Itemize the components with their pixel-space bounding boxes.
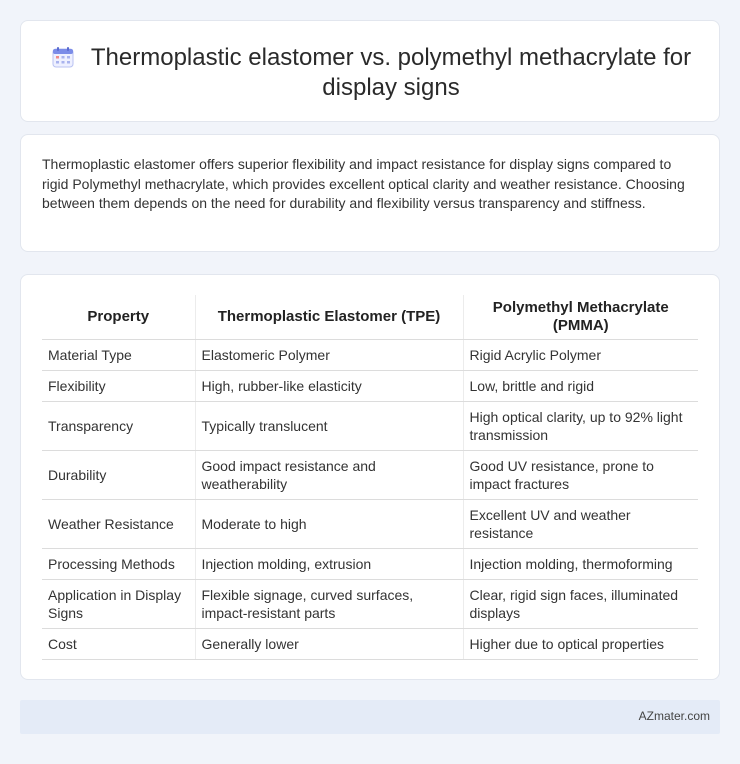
row-pmma-value: Excellent UV and weather resistance xyxy=(463,500,698,549)
row-property: Cost xyxy=(42,629,195,660)
header-pmma: Polymethyl Methacrylate (PMMA) xyxy=(463,295,698,340)
table-row xyxy=(42,580,698,629)
row-property: Transparency xyxy=(42,402,195,451)
table-row xyxy=(42,402,698,451)
row-pmma-value: Rigid Acrylic Polymer xyxy=(463,340,698,371)
row-tpe-value: Typically translucent xyxy=(195,402,463,451)
row-tpe-value: Generally lower xyxy=(195,629,463,660)
header-tpe: Thermoplastic Elastomer (TPE) xyxy=(195,295,463,340)
table-row xyxy=(42,549,698,580)
row-property: Weather Resistance xyxy=(42,500,195,549)
header-property: Property xyxy=(42,295,195,340)
row-property: Flexibility xyxy=(42,371,195,402)
row-tpe-value: High, rubber-like elasticity xyxy=(195,371,463,402)
row-pmma-value: Injection molding, thermoforming xyxy=(463,549,698,580)
table-row xyxy=(42,629,698,660)
row-property: Material Type xyxy=(42,340,195,371)
row-pmma-value: Low, brittle and rigid xyxy=(463,371,698,402)
row-tpe-value: Good impact resistance and weatherability xyxy=(195,451,463,500)
table-row xyxy=(42,340,698,371)
title-card xyxy=(20,20,720,122)
table-row xyxy=(42,500,698,549)
table-row xyxy=(42,451,698,500)
footer-site-link[interactable]: AZmater.com xyxy=(638,709,710,723)
row-tpe-value: Elastomeric Polymer xyxy=(195,340,463,371)
row-tpe-value: Injection molding, extrusion xyxy=(195,549,463,580)
row-tpe-value: Moderate to high xyxy=(195,500,463,549)
table-row xyxy=(42,371,698,402)
row-pmma-value: High optical clarity, up to 92% light transmission xyxy=(463,402,698,451)
calendar-icon xyxy=(51,45,75,69)
row-pmma-value: Higher due to optical properties xyxy=(463,629,698,660)
row-pmma-value: Good UV resistance, prone to impact fractures xyxy=(463,451,698,500)
table-header-row xyxy=(42,295,698,340)
row-property: Durability xyxy=(42,451,195,500)
page-title: Thermoplastic elastomer vs. polymethyl methacrylate for display signs xyxy=(90,44,692,101)
row-tpe-value: Flexible signage, curved surfaces, impact-resistant parts xyxy=(195,580,463,629)
row-pmma-value: Clear, rigid sign faces, illuminated displays xyxy=(463,580,698,629)
footer-bar xyxy=(20,700,720,734)
summary-text: Thermoplastic elastomer offers superior flexibility and impact resistance for display signs compared to rigid Polymethyl methacrylate, which provides excellent optical clarity and weather resistance. Choosing between them depends on the need for durability and flexibility versus transparency and stiffness. xyxy=(42,156,685,211)
summary-card xyxy=(20,134,720,252)
row-property: Processing Methods xyxy=(42,549,195,580)
comparison-table xyxy=(42,295,698,660)
comparison-table-card xyxy=(20,274,720,680)
row-property: Application in Display Signs xyxy=(42,580,195,629)
